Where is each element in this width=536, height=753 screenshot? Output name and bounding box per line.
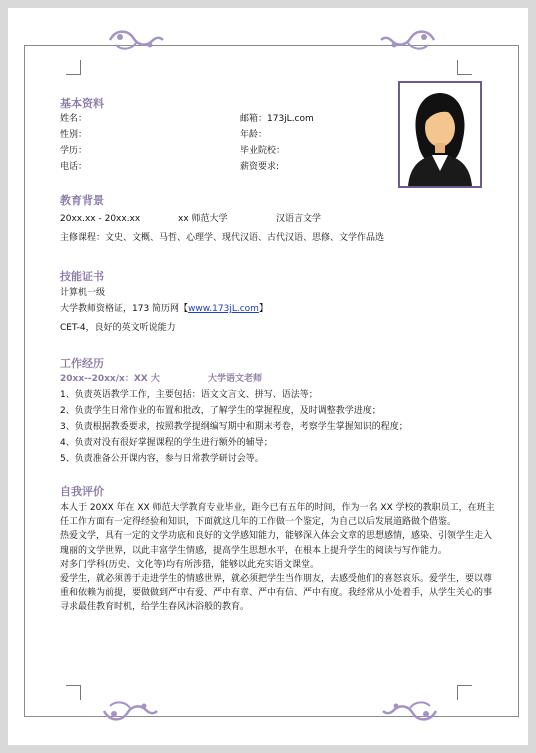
bottom-left-ornament: [100, 698, 160, 724]
basic-education: 学历：: [60, 146, 88, 156]
self-evaluation-body: [60, 501, 500, 615]
work-role: 大学语文老师: [208, 374, 263, 384]
work-period: 20xx--20xx/x：XX 大: [60, 374, 160, 384]
self-paragraph-2: 热爱文学，具有一定的文学功底和良好的文学感知能力，能够深入体会文章的思想感情，感染、引领学生走入瑰丽的文学世界，以此丰富学生情感，提高学生思想水平，在根本上提升学生的阅读与写作能力。: [60, 531, 493, 556]
section-title-skills: 技能证书: [60, 270, 104, 283]
skill-teacher-cert-text: 大学教师资格证，173 简历网【: [60, 304, 189, 314]
top-right-ornament: [378, 27, 438, 53]
skill-teacher-cert: [60, 303, 268, 315]
self-paragraph-1: 本人于 20XX 年在 XX 师范大学教育专业毕业，距今已有五年的时间，作为一名 XX 学校的教职员工，在班主任工作方面有一定得经验和知识，下面就这几年的工作做一个鉴定，为自己以后发展道路做个借鉴。: [60, 503, 495, 528]
section-title-work: 工作经历: [60, 357, 104, 370]
basic-name: 姓名：: [60, 114, 88, 124]
basic-phone: 电话：: [60, 162, 88, 172]
skill-computer: 计算机一级: [60, 288, 106, 298]
section-title-education: 教育背景: [60, 194, 104, 207]
section-title-basic: 基本资料: [60, 97, 104, 110]
basic-school: 毕业院校：: [240, 146, 286, 156]
skill-teacher-cert-end: 】: [258, 304, 268, 314]
basic-email: 邮箱：173jL.com: [240, 114, 314, 124]
resume-page: [8, 8, 528, 745]
self-paragraph-3: 对多门学科(历史、文化等)均有所涉猎，能够以此充实语文课堂。: [60, 559, 320, 570]
work-item-3: 3、负责根据教委要求，按照教学提纲编写期中和期末考卷，考察学生掌握知识的程度；: [60, 422, 408, 432]
edu-courses: 主修课程：文史、文概、马哲、心理学、现代汉语、古代汉语、思修、文学作品选: [60, 233, 385, 243]
work-item-4: 4、负责对没有很好掌握课程的学生进行额外的辅导；: [60, 438, 273, 448]
edu-period: 20xx.xx - 20xx.xx: [60, 214, 141, 224]
section-title-self: 自我评价: [60, 485, 104, 498]
work-item-2: 2、负责学生日常作业的布置和批改，了解学生的掌握程度，及时调整教学进度；: [60, 406, 381, 416]
edu-major: 汉语言文学: [276, 214, 322, 224]
basic-salary: 薪资要求:: [240, 162, 280, 172]
crop-mark-top-left: [66, 60, 81, 75]
bottom-right-ornament: [380, 698, 440, 724]
crop-mark-top-right: [457, 60, 472, 75]
work-item-5: 5、负责准备公开课内容，参与日常教学研讨会等。: [60, 454, 264, 464]
basic-age: 年龄：: [240, 130, 268, 140]
skill-cet4: CET-4，良好的英文听说能力: [60, 323, 176, 333]
website-link[interactable]: www.173jL.com: [188, 304, 259, 314]
crop-mark-bottom-right: [457, 685, 472, 700]
work-item-1: 1、负责英语教学工作，主要包括：语文文言文、拼写、语法等；: [60, 390, 318, 400]
edu-school: xx 师范大学: [178, 214, 228, 224]
basic-gender: 性别：: [60, 130, 88, 140]
avatar-illustration: [400, 83, 480, 186]
self-paragraph-4: 爱学生，就必须善于走进学生的情感世界，就必须把学生当作朋友，去感受他们的喜怒哀乐。爱学生，要以尊重和依赖为前提，要做做到严中有爱、严中有章、严中有信、严中有度。我经常从小处着手，从学生关心的事寻求最佳教育时机，给学生春风沐浴般的教育。: [60, 574, 493, 613]
profile-photo: [398, 81, 482, 188]
crop-mark-bottom-left: [66, 685, 81, 700]
top-left-ornament: [106, 27, 166, 53]
